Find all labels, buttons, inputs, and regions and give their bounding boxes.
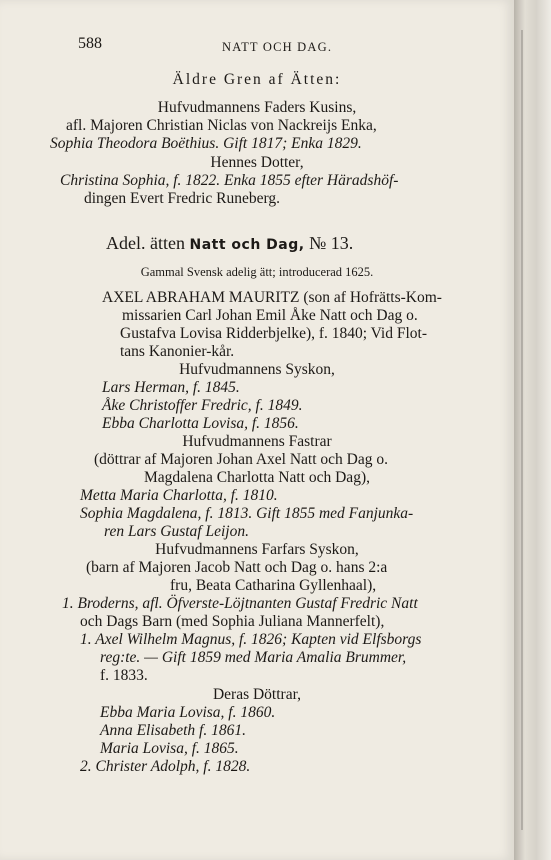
text-line: Hufvudmannens Faders Kusins, <box>157 99 357 116</box>
text-line: missarien Carl Johan Emil Åke Natt och Dag o. <box>122 307 418 324</box>
text-line: Deras Döttrar, <box>212 686 302 703</box>
text-line: Hufvudmannens Fastrar <box>182 433 332 450</box>
text-line: Metta Maria Charlotta, f. 1810. <box>80 487 278 504</box>
text-line: Åke Christoffer Fredric, f. 1849. <box>102 397 303 414</box>
text-line: Ebba Maria Lovisa, f. 1860. <box>100 704 276 721</box>
text-line: och Dags Barn (med Sophia Juliana Mannerfelt), <box>80 613 385 630</box>
text-line: Sophia Theodora Boëthius. Gift 1817; Enka 1829. <box>50 135 362 152</box>
book-spine <box>514 0 551 860</box>
text-line: Sophia Magdalena, f. 1813. Gift 1855 med Fanjunka- <box>80 505 414 522</box>
section-heading: Äldre Gren af Ätten: <box>172 71 342 88</box>
text-line: Gustafva Lovisa Ridderbjelke), f. 1840; Vid Flot- <box>120 325 428 342</box>
text-line: Anna Elisabeth f. 1861. <box>100 722 246 739</box>
text-line: Hufvudmannens Farfars Syskon, <box>155 541 359 558</box>
text-line: 2. Christer Adolph, f. 1828. <box>80 758 251 775</box>
text-line: Christina Sophia, f. 1822. Enka 1855 efter Häradshöf- <box>60 172 399 189</box>
title-prefix: Adel. ätten <box>106 233 185 253</box>
text-line: Lars Herman, f. 1845. <box>102 379 240 396</box>
text-line: Hufvudmannens Syskon, <box>179 361 335 378</box>
family-number: № 13. <box>309 233 354 253</box>
page-number: 588 <box>78 35 102 52</box>
text-line: reg:te. — Gift 1859 med Maria Amalia Brummer, <box>100 649 407 666</box>
text-line: Maria Lovisa, f. 1865. <box>100 740 239 757</box>
family-title <box>106 234 353 254</box>
text-line: (döttrar af Majoren Johan Axel Natt och Dag o. <box>94 451 388 468</box>
family-subtitle: Gammal Svensk adelig ätt; introducerad 1625. <box>140 265 374 279</box>
family-name: Natt och Dag, <box>189 237 305 253</box>
spine-edge <box>521 30 523 830</box>
text-line: Ebba Charlotta Lovisa, f. 1856. <box>102 415 299 432</box>
text-line: Magdalena Charlotta Natt och Dag), <box>144 469 370 486</box>
running-title: NATT OCH DAG. <box>222 40 333 54</box>
text-line: tans Kanonier-kår. <box>120 343 235 360</box>
text-line: ren Lars Gustaf Leijon. <box>104 523 249 540</box>
text-line: afl. Majoren Christian Niclas von Nackreijs Enka, <box>66 117 377 134</box>
text-line: Hennes Dotter, <box>210 154 304 171</box>
text-line: fru, Beata Catharina Gyllenhaal), <box>170 577 377 594</box>
text-line: f. 1833. <box>100 667 148 684</box>
text-line: 1. Axel Wilhelm Magnus, f. 1826; Kapten vid Elfsborgs <box>80 631 422 648</box>
text-line: (barn af Majoren Jacob Natt och Dag o. hans 2:a <box>86 559 388 576</box>
text-line: dingen Evert Fredric Runeberg. <box>84 190 280 207</box>
text-line: 1. Broderns, afl. Öfverste-Löjtnanten Gustaf Fredric Natt <box>62 595 418 612</box>
text-line: AXEL ABRAHAM MAURITZ (son af Hofrätts-Kom- <box>102 289 442 306</box>
